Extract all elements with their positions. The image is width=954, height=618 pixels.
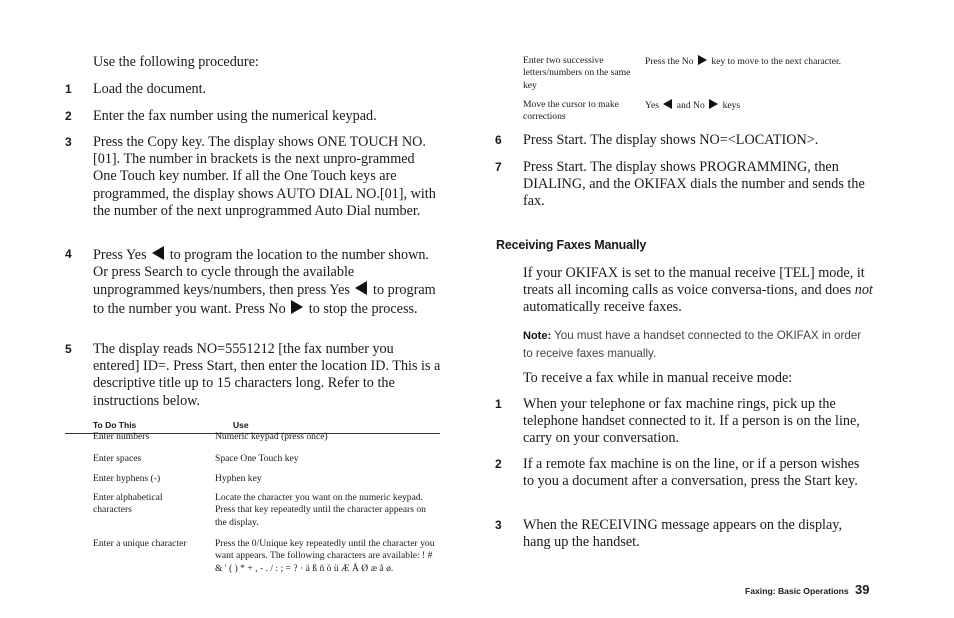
receive-step-2 [495, 456, 873, 490]
table-header-todo: To Do This [93, 420, 137, 430]
step-text: If a remote fax machine is on the line, or if a person wishes to you a document after a conversation, press the Start key. [523, 456, 860, 490]
note-label: Note: [523, 330, 552, 342]
cell-text: Press the No [645, 56, 694, 67]
step-3 [65, 134, 439, 220]
step-number: 7 [495, 160, 502, 174]
step-text: Enter the fax number using the numerical keypad. [93, 108, 377, 124]
receive-step-3 [495, 517, 843, 551]
note-text: You must have a handset connected to the OKIFAX in order to receive faxes manually. [523, 329, 862, 360]
running-footer: Faxing: Basic Operations [745, 586, 849, 596]
step-text: The display reads NO=5551212 [the fax number you entered] ID=. Press Start, then enter the location ID. This is a descriptive title up to 15 characters long. Refer to the instructions below. [93, 341, 441, 409]
table-header-use: Use [233, 420, 249, 430]
step-text: Load the document. [93, 81, 207, 97]
step-6 [495, 132, 883, 149]
no-right-arrow-icon [709, 99, 718, 109]
table-cell-todo: Move the cursor to make corrections [523, 99, 619, 123]
note-box [523, 327, 873, 362]
table-cell-use: Hyphen key [215, 473, 262, 484]
table-cell-todo: Enter hyphens (-) [93, 473, 161, 484]
step-text: Press Start. The display shows PROGRAMMING, then DIALING, and the OKIFAX dials the number and sends the fax. [523, 159, 865, 210]
step-number: 3 [65, 135, 72, 149]
step-5 [65, 341, 441, 410]
paragraph-receive-intro: To receive a fax while in manual receive mode: [523, 370, 793, 386]
receive-step-1 [495, 396, 871, 448]
paragraph-text: automatically receive faxes. [523, 299, 682, 316]
table-cell-todo: Enter numbers [93, 431, 150, 442]
intro-text: Use the following procedure: [93, 54, 259, 70]
step-number: 5 [65, 342, 72, 356]
step-text: Press the Copy key. The display shows ONE TOUCH NO.[01]. The number in brackets is the next unpro-grammed One Touch key number. If all the One Touch keys are programmed, the display shows AUTO DIAL NO.[01], with the number of the next unprogrammed Auto Dial number. [93, 134, 436, 219]
table-cell-todo: Enter two successive letters/numbers on the same key [523, 55, 631, 91]
step-7 [495, 159, 873, 211]
table-cell-todo: Enter spaces [93, 453, 142, 464]
table-cell-use: Locate the character you want on the numeric keypad. Press that key repeatedly until the character appears on the display. [215, 492, 426, 528]
step-text-c: to program to the number you want. Press No [93, 282, 436, 317]
table-cell-use: Press the 0/Unique key repeatedly until the character you want appears. The following characters are available: ! # & ' ( ) * + , - . / : ; = ? · ä ß ñ ö ü Æ Å Ø æ å ø. [215, 538, 435, 574]
step-2 [65, 108, 443, 125]
table-cell-use: Space One Touch key [215, 453, 299, 464]
step-text: Press Start. The display shows NO=<LOCATION>. [523, 132, 819, 148]
cell-text: keys [722, 100, 741, 111]
cell-text: Yes [645, 100, 659, 111]
step-text-a: Press Yes [93, 247, 147, 263]
paragraph-manual-mode [523, 265, 875, 317]
cell-text: key to move to the next character. [711, 56, 842, 67]
step-4 [65, 246, 443, 318]
step-text-d: to stop the process. [308, 300, 418, 317]
step-number: 6 [495, 133, 502, 147]
section-heading: Receiving Faxes Manually [496, 238, 647, 252]
paragraph-text: If your OKIFAX is set to the manual receive [TEL] mode, it treats all incoming calls as voice conversa-tions, and does [523, 265, 865, 299]
page-number: 39 [855, 582, 870, 597]
emphasis-text: not [854, 282, 873, 299]
no-right-arrow-icon [291, 300, 303, 314]
step-text-b: to program the location to the number shown. Or press Search to cycle through the available unprogrammed keys/numbers, then press Yes [93, 247, 429, 299]
step-number: 2 [65, 109, 72, 123]
step-number: 1 [65, 82, 72, 96]
step-text: When your telephone or fax machine rings, pick up the telephone handset connected to it. If a person is on the line, carry on your conversation. [523, 396, 860, 447]
no-right-arrow-icon [698, 55, 707, 65]
table-cell-use [645, 55, 845, 68]
step-1 [65, 81, 443, 98]
step-text: When the RECEIVING message appears on the display, hang up the handset. [523, 517, 842, 551]
table-cell-use: Numeric keypad (press once) [215, 431, 328, 442]
step-number: 3 [495, 518, 502, 532]
yes-left-arrow-icon [663, 99, 672, 109]
step-number: 4 [65, 247, 72, 261]
step-number: 2 [495, 457, 502, 471]
table-cell-use [645, 99, 845, 112]
cell-text: and No [676, 100, 705, 111]
table-cell-todo: Enter a unique character [93, 538, 187, 549]
step-number: 1 [495, 397, 502, 411]
yes-left-arrow-icon [152, 246, 164, 260]
yes-left-arrow-icon [355, 281, 367, 295]
table-cell-todo: Enter alphabetical characters [93, 492, 163, 516]
